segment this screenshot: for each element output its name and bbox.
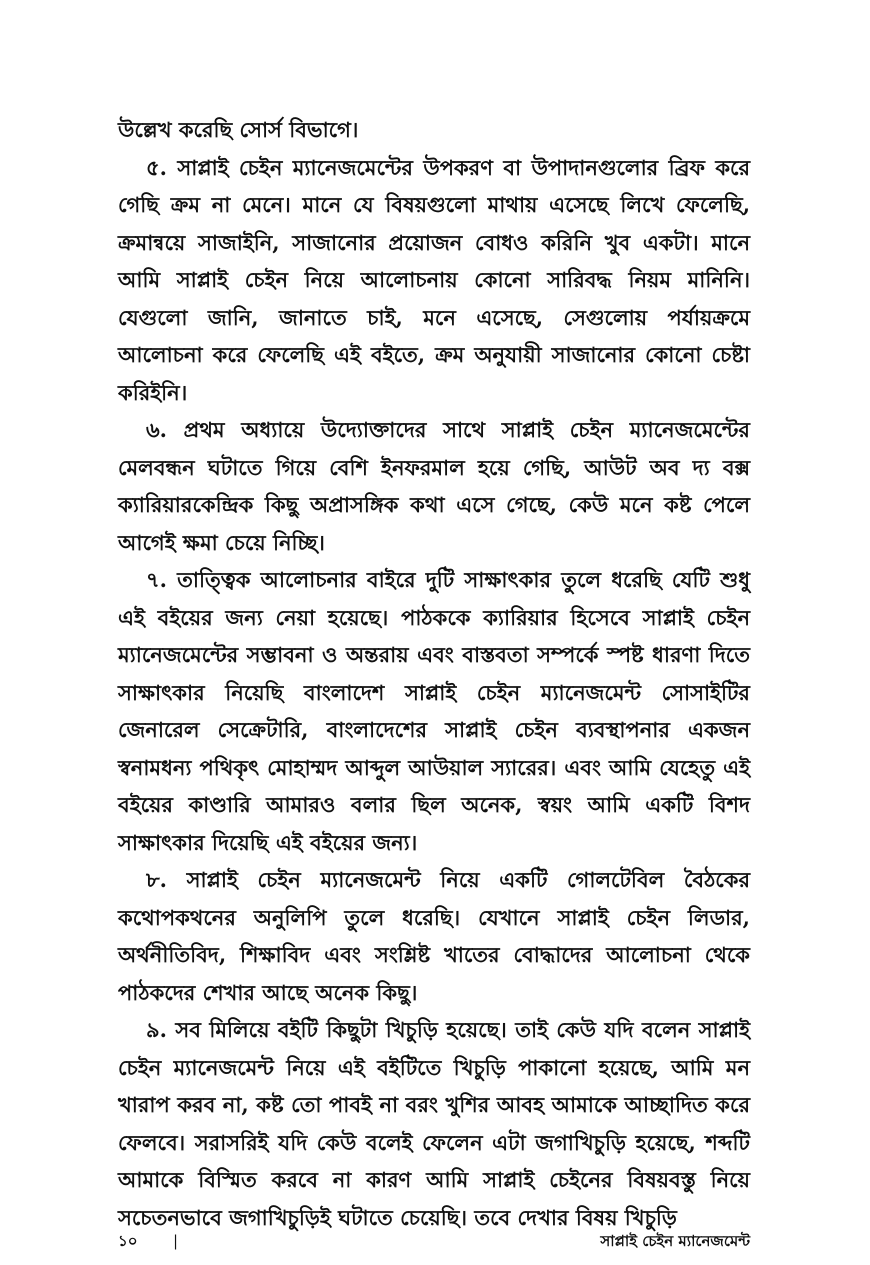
footer-separator: | — [173, 1232, 179, 1250]
running-title: সাপ্লাই চেইন ম্যানেজমেন্ট — [600, 1232, 750, 1250]
numbered-paragraph-8: ৮. সাপ্লাই চেইন ম্যানেজমেন্ট নিয়ে একটি গোলটেবিল বৈঠকের কথোপকথনের অনুলিপি তুলে ধরেছি। যেখানে সাপ্লাই চেইন লিডার, অর্থনীতিবিদ, শিক্ষাবিদ এবং সংশ্লিষ্ট খাতের বোদ্ধাদের আলোচনা থেকে পাঠকদের শেখার আছে অনেক কিছু। — [118, 867, 750, 1005]
numbered-paragraph-9: ৯. সব মিলিয়ে বইটি কিছুটা খিচুড়ি হয়েছে। তাই কেউ যদি বলেন সাপ্লাই চেইন ম্যানেজমেন্ট নিয়ে এই বইটিতে খিচুড়ি পাকানো হয়েছে, আমি মন খারাপ করব না, কষ্ট তো পাবই না বরং খুশির আবহ আমাকে আচ্ছাদিত করে ফেলবে। সরাসরিই যদি কেউ বলেই ফেলেন এটা জগাখিচুড়ি হয়েছে, শব্দটি আমাকে বিস্মিত করবে না কারণ আমি সাপ্লাই চেইনের বিষয়বস্তু নিয়ে সচেতনভাবে জগাখিচুড়িই ঘটাতে চেয়েছি। তবে দেখার বিষয় খিচুড়ি — [118, 1017, 750, 1230]
page-number: ১০ — [118, 1232, 138, 1250]
page-body — [118, 111, 750, 1236]
continuation-paragraph: উল্লেখ করেছি সোর্স বিভাগে। — [118, 117, 359, 142]
numbered-paragraph-7: ৭. তাত্ত্বিক আলোচনার বাইরে দুটি সাক্ষাৎকার তুলে ধরেছি যেটি শুধু এই বইয়ের জন্য নেয়া হয়েছে। পাঠককে ক্যারিয়ার হিসেবে সাপ্লাই চেইন ম্যানেজমেন্টের সম্ভাবনা ও অন্তরায় এবং বাস্তবতা সম্পর্কে স্পষ্ট ধারণা দিতে সাক্ষাৎকার নিয়েছি বাংলাদেশ সাপ্লাই চেইন ম্যানেজমেন্ট সোসাইটির জেনারেল সেক্রেটারি, বাংলাদেশের সাপ্লাই চেইন ব্যবস্থাপনার একজন স্বনামধন্য পথিকৃৎ মোহাম্মদ আব্দুল আউয়াল স্যারের। এবং আমি যেহেতু এই বইয়ের কাণ্ডারি আমারও বলার ছিল অনেক, স্বয়ং আমি একটি বিশদ সাক্ষাৎকার দিয়েছি এই বইয়ের জন্য। — [118, 567, 750, 855]
numbered-paragraph-5: ৫. সাপ্লাই চেইন ম্যানেজমেন্টের উপকরণ বা উপাদানগুলোর ব্রিফ করে গেছি ক্রম না মেনে। মানে যে বিষয়গুলো মাথায় এসেছে লিখে ফেলেছি, ক্রমান্বয়ে সাজাইনি, সাজানোর প্রয়োজন বোধও করিনি খুব একটা। মানে আমি সাপ্লাই চেইন নিয়ে আলোচনায় কোনো সারিবদ্ধ নিয়ম মানিনি। যেগুলো জানি, জানাতে চাই, মনে এসেছে, সেগুলোয় পর্যায়ক্রমে আলোচনা করে ফেলেছি এই বইতে, ক্রম অনুযায়ী সাজানোর কোনো চেষ্টা করিইনি। — [118, 154, 751, 405]
numbered-paragraph-6: ৬. প্রথম অধ্যায়ে উদ্যোক্তাদের সাথে সাপ্লাই চেইন ম্যানেজমেন্টের মেলবন্ধন ঘটাতে গিয়ে বেশি ইনফরমাল হয়ে গেছি, আউট অব দ্য বক্স ক্যারিয়ারকেন্দ্রিক কিছু অপ্রাসঙ্গিক কথা এসে গেছে, কেউ মনে কষ্ট পেলে আগেই ক্ষমা চেয়ে নিচ্ছি। — [118, 417, 750, 555]
page-footer — [118, 1228, 750, 1254]
